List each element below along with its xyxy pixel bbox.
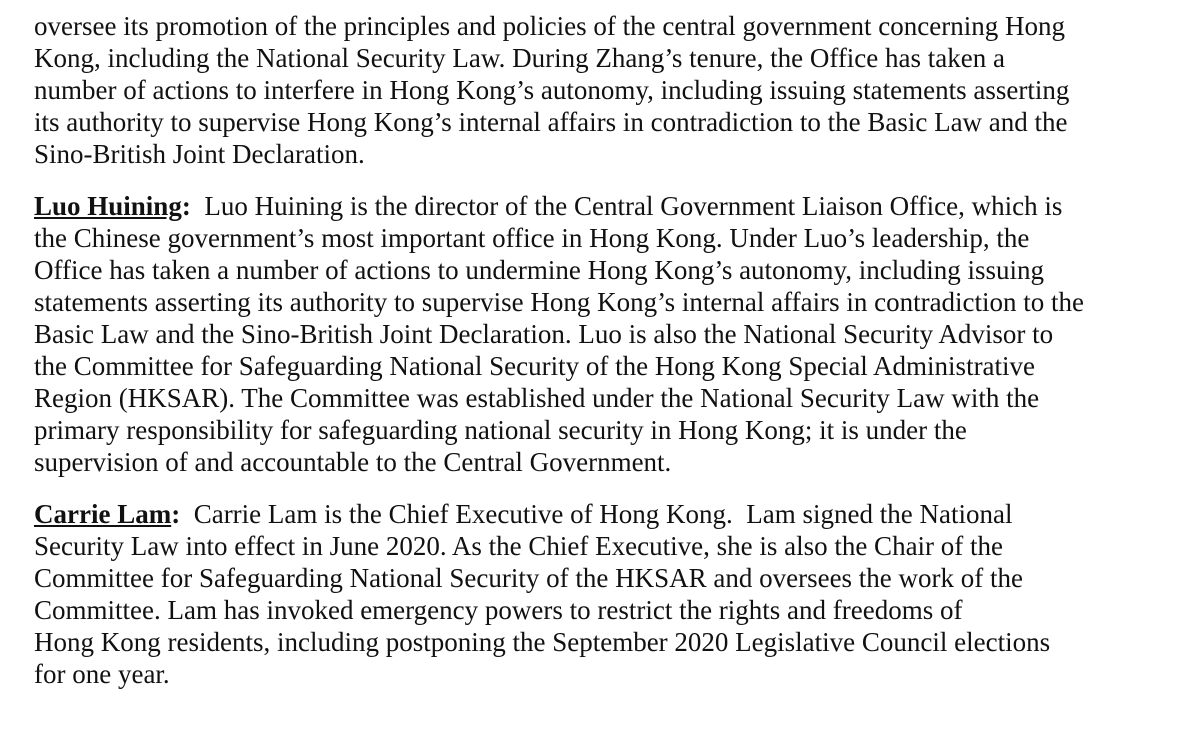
text-line-rest: Luo Huining is the director of the Central Government Liaison Office, which is: [190, 191, 1063, 221]
heading-colon: :: [171, 499, 181, 529]
text-line: Kong, including the National Security Law. During Zhang’s tenure, the Office has taken a: [34, 43, 1005, 73]
person-heading-carrie-lam: Carrie Lam: [34, 499, 172, 529]
text-line-with-heading: [34, 498, 1184, 530]
text-line: Hong Kong residents, including postponing the September 2020 Legislative Council elections: [34, 627, 1051, 657]
text-line: statements asserting its authority to supervise Hong Kong’s internal affairs in contradiction to the: [34, 287, 1085, 317]
document-page: [34, 10, 1184, 690]
text-line: Sino-British Joint Declaration.: [34, 139, 365, 169]
person-heading-luo-huining: Luo Huining: [34, 191, 182, 221]
text-line: Basic Law and the Sino-British Joint Declaration. Luo is also the National Security Advisor to: [34, 319, 1054, 349]
text-line: primary responsibility for safeguarding national security in Hong Kong; it is under the: [34, 415, 967, 445]
paragraph-carrie-lam: [34, 498, 1184, 690]
paragraph-luo-huining: [34, 190, 1184, 478]
text-line-rest: Carrie Lam is the Chief Executive of Hong Kong. Lam signed the National: [180, 499, 1013, 529]
text-line: the Chinese government’s most important office in Hong Kong. Under Luo’s leadership, the: [34, 223, 1030, 253]
text-line: Committee. Lam has invoked emergency powers to restrict the rights and freedoms of: [34, 595, 963, 625]
text-line: oversee its promotion of the principles and policies of the central government concerning Hong: [34, 11, 1065, 41]
heading-colon: :: [181, 191, 191, 221]
text-line: number of actions to interfere in Hong Kong’s autonomy, including issuing statements asserting: [34, 75, 1070, 105]
text-line: Region (HKSAR). The Committee was established under the National Security Law with the: [34, 383, 1040, 413]
text-line: Security Law into effect in June 2020. As the Chief Executive, she is also the Chair of the: [34, 531, 1004, 561]
text-line: its authority to supervise Hong Kong’s internal affairs in contradiction to the Basic Law and the: [34, 107, 1068, 137]
paragraph-zhang-continuation: [34, 10, 1184, 170]
paragraph-spacer: [34, 478, 1184, 498]
text-line: Committee for Safeguarding National Security of the HKSAR and oversees the work of the: [34, 563, 1024, 593]
paragraph-spacer: [34, 170, 1184, 190]
text-line: for one year.: [34, 659, 170, 689]
text-line: supervision of and accountable to the Central Government.: [34, 447, 672, 477]
text-line-with-heading: [34, 190, 1184, 222]
text-line: Office has taken a number of actions to undermine Hong Kong’s autonomy, including issuing: [34, 255, 1045, 285]
text-line: the Committee for Safeguarding National Security of the Hong Kong Special Administrative: [34, 351, 1036, 381]
